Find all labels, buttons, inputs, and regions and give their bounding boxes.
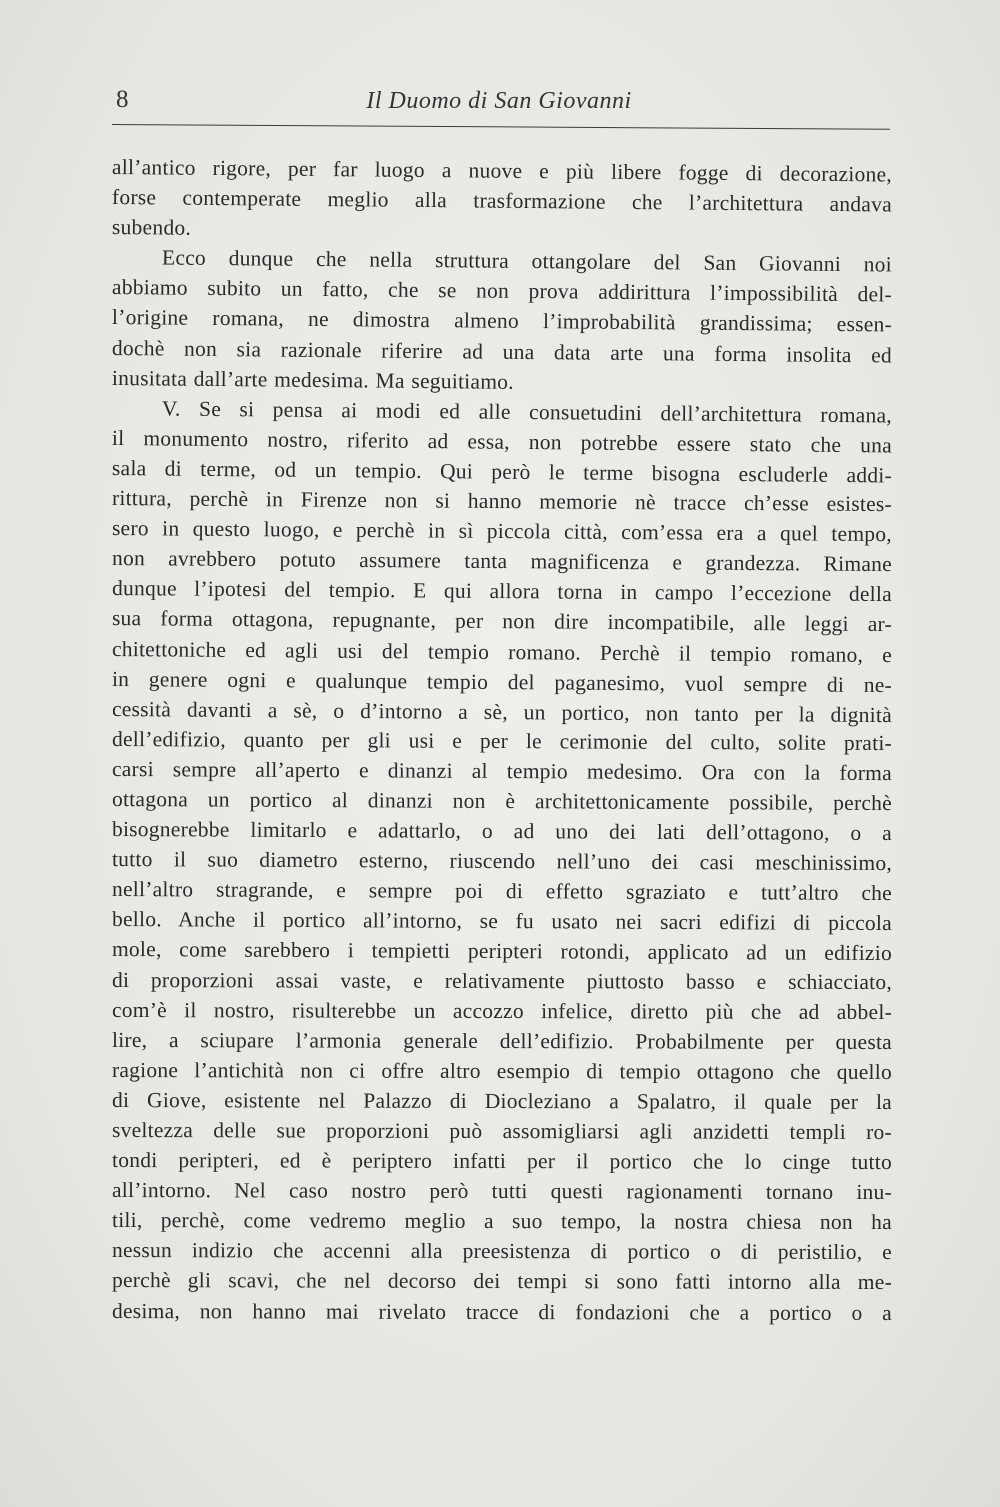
text-line: sala di terme, od un tempio. Qui però le terme bisogna escluderle addi- [111,455,893,488]
text-line: l’origine romana, ne dimostra almeno l’improbabilità grandissima; essen- [111,305,893,337]
text-line: in genere ogni e qualunque tempio del paganesimo, vuol sempre di ne- [111,666,893,697]
text-line: perchè gli scavi, che nel decorso dei tempi si sono fatti intorno alla me- [111,1268,893,1295]
body-text [112,152,892,1326]
text-line: di Giove, esistente nel Palazzo di Diocleziano a Spalatro, il quale per la [111,1087,893,1114]
text-line: bisognerebbe limitarlo e adattarlo, o ad uno dei lati dell’ottagono, o a [111,817,893,846]
text-line: mole, come sarebbero i tempietti peripteri rotondi, applicato ad un edifizio [111,937,893,966]
text-line: sua forma ottagona, repugnante, per non dire incompatibile, alle leggi ar- [111,606,893,637]
page-number: 8 [116,86,129,113]
text-line: dochè non sia razionale riferire ad una data arte una forma insolita ed [111,335,893,368]
text-line: nell’altro stragrande, e sempre poi di effetto sgraziato e tutt’altro che [111,877,893,906]
text-line: subendo. [111,215,192,240]
paragraph-start-line: Ecco dunque che nella struttura ottangolare del San Giovanni noi [161,245,893,277]
running-head [108,86,890,122]
text-line: com’è il nostro, risulterebbe un accozzo infelice, diretto più che ad abbel- [111,997,893,1024]
text-line: nessun indizio che accenni alla preesistenza di portico o di peristilio, e [111,1238,893,1265]
text-line: ragione l’antichità non ci offre altro esempio di tempio ottagono che quello [111,1057,893,1084]
text-line: all’intorno. Nel caso nostro però tutti questi ragionamenti tornano inu- [111,1178,893,1205]
section-start-line: V. Se si pensa ai modi ed alle consuetudini dell’architettura romana, [161,396,893,428]
text-line: forse contemperate meglio alla trasformazione che l’architettura andava [111,185,893,217]
text-line: tutto il suo diametro esterno, riuscendo nell’uno dei casi meschinissimo, [111,847,893,876]
text-line: cessità davanti a sè, o d’intorno a sè, un portico, non tanto per la dignità [111,696,893,727]
text-line: sveltezza delle sue proporzioni può assomigliarsi agli anzidetti templi ro- [111,1118,893,1145]
text-line: dell’edifizio, quanto per gli usi e per le cerimonie del culto, solite prati- [111,726,893,755]
text-line: tondi peripteri, ed è periptero infatti per il portico che lo cinge tutto [111,1148,893,1175]
text-line: rittura, perchè in Firenze non si hanno memorie nè tracce ch’esse esistes- [111,486,893,517]
text-line: inusitata dall’arte medesima. Ma seguitiamo. [111,365,514,394]
text-line: sero in questo luogo, e perchè in sì piccola città, com’essa era a quel tempo, [111,516,893,547]
text-line: all’antico rigore, per far luogo a nuove e più libere fogge di decorazione, [111,155,893,187]
text-line: lire, a sciupare l’armonia generale dell’edifizio. Probabilmente per questa [111,1027,893,1054]
text-line: tili, perchè, come vedremo meglio a suo tempo, la nostra chiesa non ha [111,1208,893,1235]
text-line: ottagona un portico al dinanzi non è architettonicamente possibile, perchè [111,786,893,816]
text-line: non avrebbero potuto assumere tanta magnificenza e grandezza. Rimane [111,546,893,577]
text-line: carsi sempre all’aperto e dinanzi al tempio medesimo. Ora con la forma [111,756,893,785]
text-line: desima, non hanno mai rivelato tracce di fondazioni che a portico o a [111,1298,893,1325]
text-line: di proporzioni assai vaste, e relativamente piuttosto basso e schiacciato, [111,967,893,994]
text-line: chitettoniche ed agli usi del tempio romano. Perchè il tempio romano, e [111,636,893,667]
text-line: dunque l’ipotesi del tempio. E qui allora torna in campo l’eccezione della [111,576,893,607]
text-line: abbiamo subito un fatto, che se non prova addirittura l’impossibilità del- [111,275,893,307]
text-line: il monumento nostro, riferito ad essa, non potrebbe essere stato che una [111,425,893,458]
text-line: bello. Anche il portico all’intorno, se fu usato nei sacri edifizi di piccola [111,907,893,936]
running-title: Il Duomo di San Giovanni [366,88,632,114]
header-rule [112,124,890,130]
